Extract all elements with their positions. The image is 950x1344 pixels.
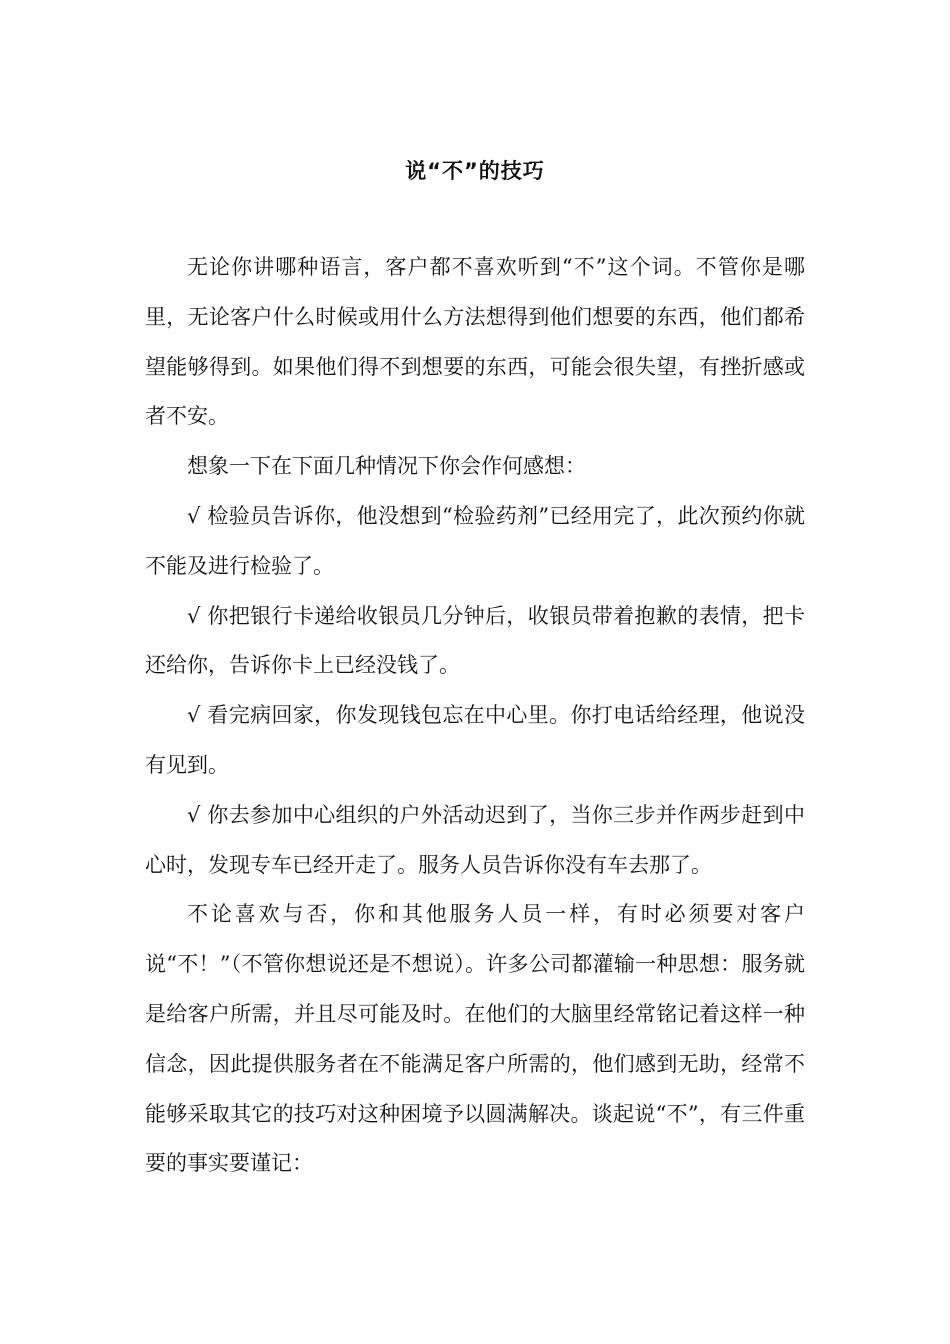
paragraph-intro: 无论你讲哪种语言，客户都不喜欢听到“不”这个词。不管你是哪里，无论客户什么时候或用什么方法想得到他们想要的东西，他们都希望能够得到。如果他们得不到想要的东西，可能会很失望，有挫折感或者不安。 bbox=[145, 255, 805, 429]
document-body bbox=[145, 243, 805, 1189]
paragraph-case-inspection: √ 检验员告诉你，他没想到“检验药剂”已经用完了，此次预约你就不能及进行检验了。 bbox=[145, 503, 805, 578]
document-title: 说“不”的技巧 bbox=[405, 159, 545, 183]
paragraph-imagine: 想象一下在下面几种情况下你会作何感想： bbox=[187, 454, 586, 479]
paragraph-case-outing: √ 你去参加中心组织的户外活动迟到了，当你三步并作两步赶到中心时，发现专车已经开走了。服务人员告诉你没有车去那了。 bbox=[145, 802, 805, 877]
paragraph-case-bank-card: √ 你把银行卡递给收银员几分钟后，收银员带着抱歉的表情，把卡还给你，告诉你卡上已经没钱了。 bbox=[145, 603, 805, 678]
paragraph-case-wallet: √ 看完病回家，你发现钱包忘在中心里。你打电话给经理，他说没有见到。 bbox=[145, 703, 805, 777]
paragraph-conclusion: 不论喜欢与否，你和其他服务人员一样，有时必须要对客户说“不！”（不管你想说还是不想说）。许多公司都灌输一种思想：服务就是给客户所需，并且尽可能及时。在他们的大脑里经常铭记着这样一种信念，因此提供服务者在不能满足客户所需的，他们感到无助，经常不能够采取其它的技巧对这种困境予以圆满解决。谈起说“不”，有三件重要的事实要谨记： bbox=[145, 902, 805, 1176]
